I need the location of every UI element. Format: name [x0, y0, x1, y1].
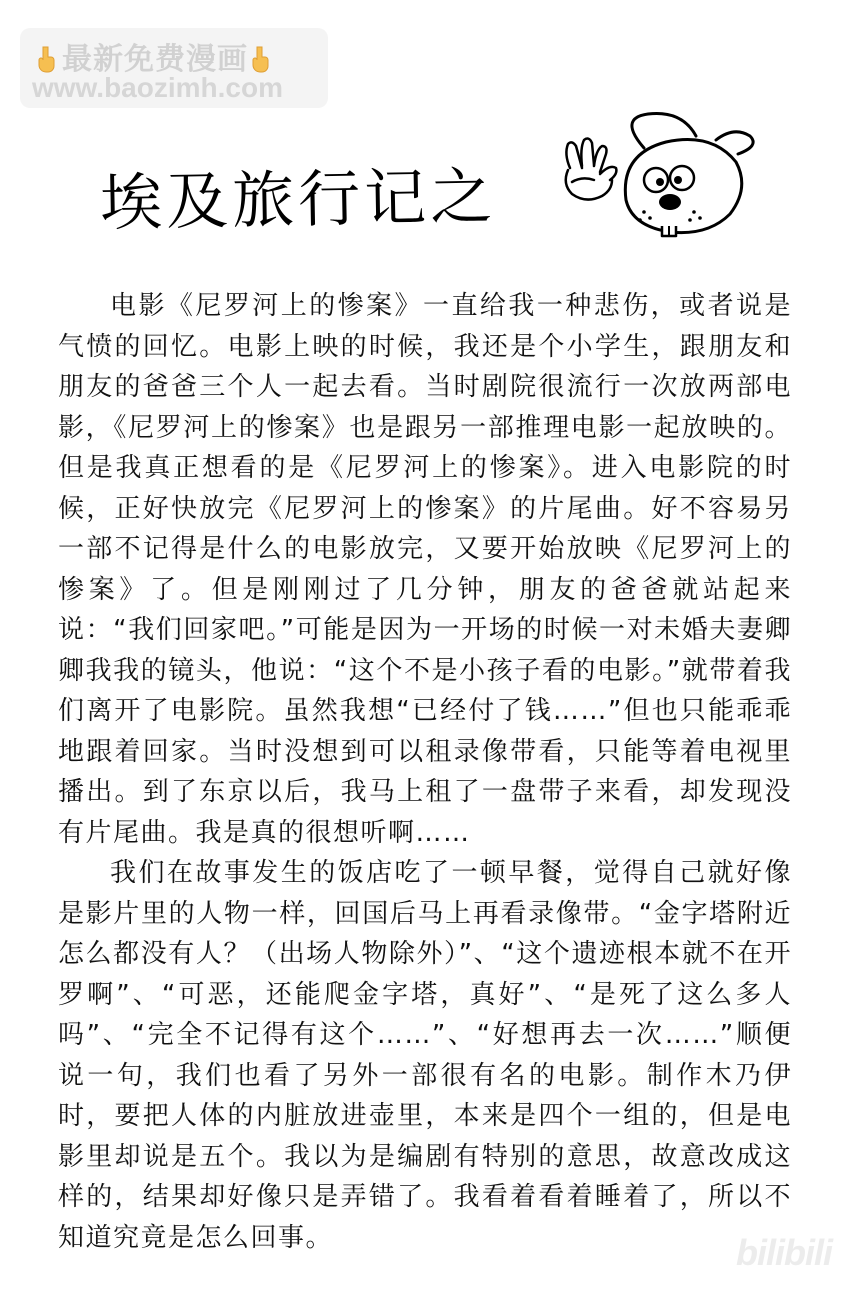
dog-mascot-illustration — [556, 108, 756, 248]
bilibili-logo: bilibili — [736, 1232, 832, 1273]
pointing-down-hand-icon — [248, 45, 276, 73]
four-fingers-hand-icon — [566, 139, 617, 200]
paragraph-2: 我们在故事发生的饭店吃了一顿早餐，觉得自己就好像是影片里的人物一样，回国后马上再看录像带。“金字塔附近怎么都没有人？（出场人物除外）”、“这个遗迹根本就不在开罗啊”、“可恶，还能爬金字塔，真好”、“是死了这么多人吗”、“完全不记得有这个……”、“好想再去一次……”顺便说一句，我们也看了另外一部很有名的电影。制作木乃伊时，要把人体的内脏放进壶里，本来是四个一组的，但是电影里却说是五个。我以为是编剧有特别的意思，故意改成这样的，结果却好像只是弄错了。我看着看着睡着了，所以不知道究竟是怎么回事。 — [58, 858, 792, 1253]
page-title: 埃及旅行记之 — [99, 159, 497, 240]
watermark-url: www.baozimh.com — [32, 72, 283, 103]
watermark-text: 最新免费漫画 — [62, 42, 248, 77]
pointing-down-hand-icon — [34, 45, 62, 73]
watermark-banner — [20, 28, 328, 108]
paragraph-1: 电影《尼罗河上的惨案》一直给我一种悲伤，或者说是气愤的回忆。电影上映的时候，我还是个小学生，跟朋友和朋友的爸爸三个人一起去看。当时剧院很流行一次放两部电影，《尼罗河上的惨案》也是跟另一部推理电影一起放映的。但是我真正想看的是《尼罗河上的惨案》。进入电影院的时候，正好快放完《尼罗河上的惨案》的片尾曲。好不容易另一部不记得是什么的电影放完，又要开始放映《尼罗河上的惨案》了。但是刚刚过了几分钟，朋友的爸爸就站起来说：“我们回家吧。”可能是因为一开场的时候一对未婚夫妻卿卿我我的镜头，他说：“这个不是小孩子看的电影。”就带着我们离开了电影院。虽然我想“已经付了钱……”但也只能乖乖地跟着回家。当时没想到可以租录像带看，只能等着电视里播出。到了东京以后，我马上租了一盘带子来看，却发现没有片尾曲。我是真的很想听啊…… — [58, 291, 792, 848]
article-body — [58, 286, 792, 1258]
